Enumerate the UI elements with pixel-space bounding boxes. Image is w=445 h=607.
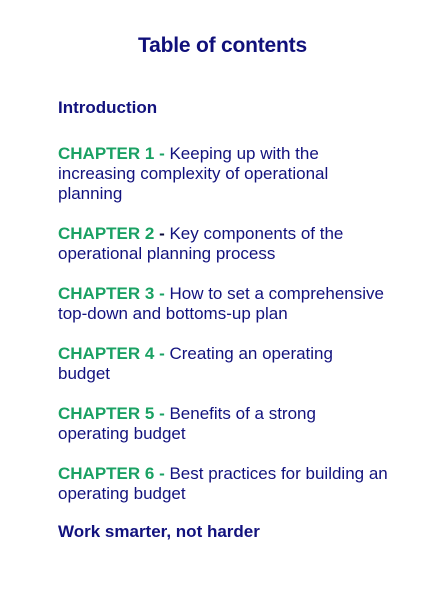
toc-entry-introduction[interactable]: Introduction xyxy=(58,98,158,117)
chapter-label: CHAPTER 6 xyxy=(58,464,155,483)
toc-entry-chapter-5[interactable] xyxy=(58,404,388,444)
chapter-separator: - xyxy=(154,224,170,243)
chapter-title: Key components of the operational planning process xyxy=(58,224,344,263)
chapter-title: How to set a comprehensive top-down and bottoms-up plan xyxy=(58,284,384,323)
toc-entry-closing[interactable]: Work smarter, not harder xyxy=(58,522,260,541)
chapter-title: Benefits of a strong operating budget xyxy=(58,404,316,443)
chapter-label: CHAPTER 4 xyxy=(58,344,155,363)
chapter-label: CHAPTER 3 xyxy=(58,284,155,303)
chapter-separator: - xyxy=(154,464,170,483)
chapter-title: Best practices for building an operating budget xyxy=(58,464,388,503)
toc-entry-chapter-1[interactable] xyxy=(58,144,388,204)
chapter-title: Keeping up with the increasing complexity of operational planning xyxy=(58,144,329,203)
chapter-separator: - xyxy=(154,284,170,303)
chapter-separator: - xyxy=(154,344,170,363)
toc-entry-chapter-3[interactable] xyxy=(58,284,388,324)
chapter-title: Creating an operating budget xyxy=(58,344,333,383)
chapter-separator: - xyxy=(154,144,170,163)
toc-entry-chapter-6[interactable] xyxy=(58,464,388,504)
toc-entry-chapter-2[interactable] xyxy=(58,224,388,264)
chapter-label: CHAPTER 2 xyxy=(58,224,155,243)
chapter-label: CHAPTER 5 xyxy=(58,404,155,423)
page-title: Table of contents xyxy=(138,34,307,57)
chapter-separator: - xyxy=(154,404,170,423)
chapter-label: CHAPTER 1 xyxy=(58,144,155,163)
toc-list xyxy=(58,98,388,542)
toc-entry-chapter-4[interactable] xyxy=(58,344,388,384)
